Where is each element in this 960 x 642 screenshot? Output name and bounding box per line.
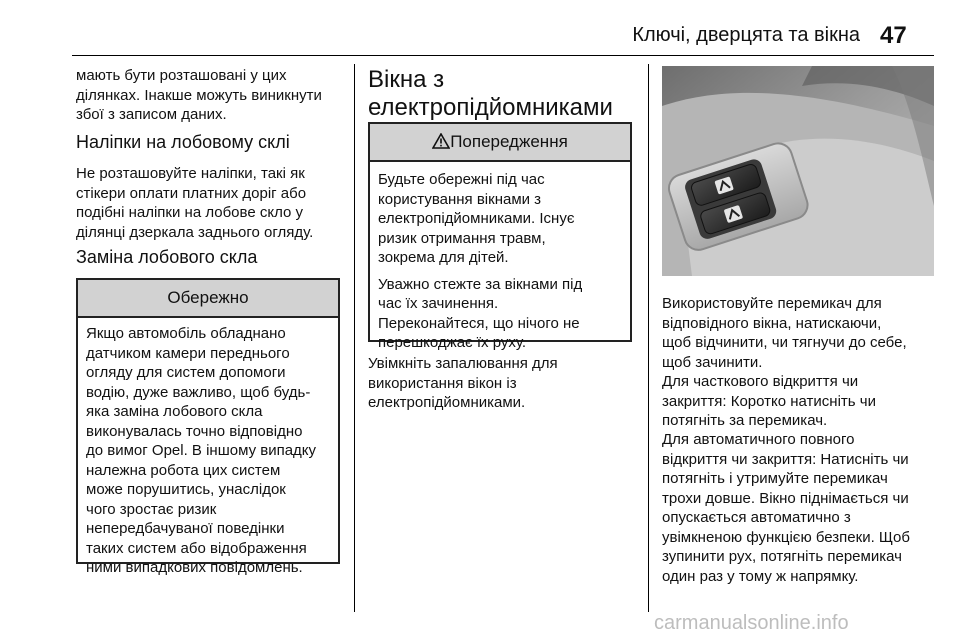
window-switch-photo [662, 66, 934, 276]
warning-triangle-icon [432, 133, 450, 149]
line: час їх зачинення. [378, 295, 499, 312]
warning-box [368, 122, 632, 351]
line: до вимог Opel. В іншому випадку [86, 442, 317, 459]
line: відповідного вікна, натискаючи, [662, 314, 882, 332]
line: зокрема для дітей. [378, 249, 509, 266]
caution-title: Обережно [78, 280, 338, 318]
partial-open-paragraph [662, 372, 934, 431]
switch-usage-paragraph [662, 294, 934, 372]
line: ділянці дзеркала заднього огляду. [76, 223, 314, 241]
caution-body [78, 318, 338, 588]
line: потягніть за перемикач. [662, 412, 828, 429]
stickers-paragraph [76, 164, 346, 242]
running-header-title: Ключі, дверцята та вікна [632, 24, 860, 46]
line: подібні наліпки на лобове скло у [76, 204, 303, 221]
line: виконувалась точно відповідно [86, 422, 303, 440]
automatic-open-paragraph [662, 430, 934, 586]
line: відкриття чи закриття: Натисніть чи [662, 450, 909, 468]
door-panel-illustration [662, 66, 934, 276]
line: ними випадкових повідомлень. [86, 559, 303, 576]
ignition-paragraph [368, 354, 633, 413]
line: огляду для систем допомоги [86, 364, 286, 381]
line: трохи довше. Вікно піднімається чи [662, 489, 909, 507]
line: Для часткового відкриття чи [662, 373, 859, 390]
line: Не розташовуйте наліпки, такі як [76, 165, 305, 182]
line: мають бути розташовані у цих [76, 67, 287, 84]
section-heading-windshield: Заміна лобового скла [76, 247, 258, 267]
line: електропідйомниками. [368, 394, 526, 411]
line: один раз у тому ж напрямку. [662, 567, 859, 585]
warning-header [370, 124, 630, 162]
title-line: електропідйомниками [368, 94, 613, 121]
line: непередбачуваної поведінки [86, 520, 285, 537]
title-line: Вікна з [368, 66, 445, 93]
line: стікери оплати платних доріг або [76, 184, 307, 202]
line: ділянках. Інакше можуть виникнути [76, 86, 322, 104]
line: Для автоматичного повного [662, 431, 855, 448]
section-heading-stickers: Наліпки на лобовому склі [76, 132, 290, 152]
line: таких систем або відображення [86, 539, 307, 557]
line: водію, дуже важливо, щоб будь- [86, 383, 311, 401]
watermark: carmanualsonline.info [654, 612, 849, 634]
line: опускається автоматично з [662, 509, 851, 526]
line: Увімкніть запалювання для [368, 355, 558, 372]
column-separator-1 [354, 64, 355, 612]
line: датчиком камери переднього [86, 344, 290, 362]
section-title-power-windows [368, 66, 633, 122]
line: ризик отримання травм, [378, 229, 546, 247]
line: Якщо автомобіль обладнано [86, 325, 286, 342]
line: може порушитись, унаслідок [86, 481, 286, 498]
line: чого зростає ризик [86, 500, 217, 518]
line: яка заміна лобового скла [86, 403, 263, 420]
line: потягніть і утримуйте перемикач [662, 470, 888, 487]
line: Переконайтеся, що нічого не [378, 314, 580, 332]
line: Використовуйте перемикач для [662, 295, 882, 312]
line: користування вікнами з [378, 190, 542, 208]
line: перешкоджає їх руху. [378, 334, 527, 351]
line: закриття: Коротко натисніть чи [662, 392, 876, 410]
header-rule [72, 55, 934, 56]
line: зупинити рух, потягніть перемикач [662, 548, 902, 565]
line: електропідйомниками. Існує [378, 210, 575, 227]
line: належна робота цих систем [86, 461, 281, 479]
line: Будьте обережні під час [378, 171, 545, 188]
line: щоб відчинити, чи тягнучи до себе, [662, 334, 907, 351]
warning-body [370, 162, 630, 363]
column-separator-2 [648, 64, 649, 612]
caution-box [76, 278, 340, 576]
line: збої з записом даних. [76, 106, 227, 123]
line: щоб зачинити. [662, 353, 763, 371]
warning-title: Попередження [450, 132, 568, 151]
line: увімкненою функцією безпеки. Щоб [662, 528, 910, 546]
page-number: 47 [880, 22, 907, 49]
line: використання вікон із [368, 374, 517, 392]
intro-paragraph [76, 66, 346, 125]
line: Уважно стежте за вікнами під [378, 275, 583, 293]
